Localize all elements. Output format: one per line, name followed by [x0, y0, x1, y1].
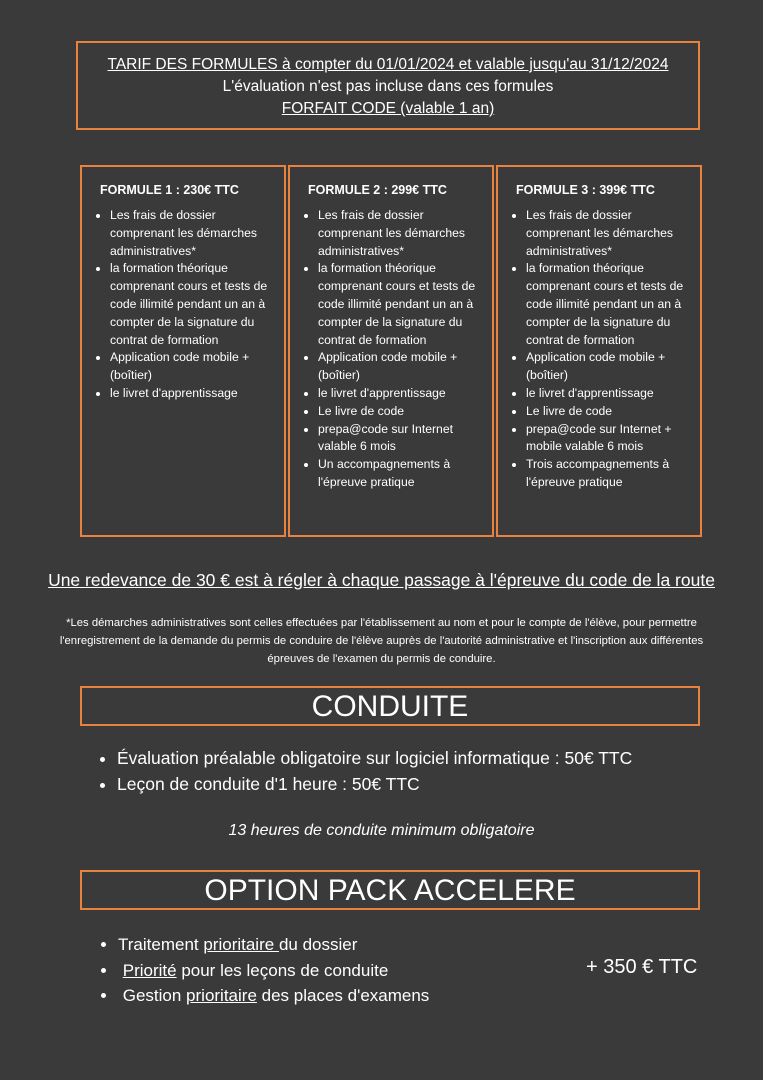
formule-1-title: FORMULE 1 : 230€ TTC [100, 183, 239, 197]
formule-3-card [496, 165, 702, 537]
list-item: • Les frais de dossier comprenant les démarches administratives* [318, 207, 482, 260]
list-item: • Application code mobile + (boîtier) [318, 349, 482, 385]
pack-heading-box [80, 870, 700, 910]
formule-3-list [510, 207, 690, 492]
pack-item-text: Gestion [122, 986, 187, 1005]
pack-title: OPTION PACK ACCELERE [204, 874, 576, 907]
pack-item-emphasis: prioritaire [186, 986, 257, 1005]
list-item: • la formation théorique comprenant cours et tests de code illimité pendant un an à compter de la signature du contrat de formation [526, 260, 690, 349]
list-item: • le livret d'apprentissage [110, 385, 274, 403]
conduite-list [95, 745, 632, 797]
list-item: • Un accompagnements à l'épreuve pratique [318, 456, 482, 492]
list-item: • prepa@code sur Internet + mobile valable 6 mois [526, 421, 690, 457]
pack-item-text: Traitement [118, 935, 204, 954]
formule-3-title: FORMULE 3 : 399€ TTC [516, 183, 655, 197]
conduite-heading-box [80, 686, 700, 726]
list-item: • Évaluation préalable obligatoire sur logiciel informatique : 50€ TTC [117, 745, 632, 771]
pack-item-text: du dossier [278, 935, 358, 954]
list-item: • Trois accompagnements à l'épreuve pratique [526, 456, 690, 492]
list-item: • Le livre de code [318, 403, 482, 421]
pack-list [102, 932, 429, 1009]
redevance-notice: Une redevance de 30 € est à régler à chaque passage à l'épreuve du code de la route [48, 570, 715, 590]
list-item: • Application code mobile + (boîtier) [526, 349, 690, 385]
list-item: • la formation théorique comprenant cours et tests de code illimité pendant un an à compter de la signature du contrat de formation [110, 260, 274, 349]
conduite-title: CONDUITE [311, 690, 469, 723]
pack-item-emphasis: Priorité [122, 960, 177, 980]
minimum-hours-note: 13 heures de conduite minimum obligatoire [228, 822, 535, 839]
tarif-header-box [76, 41, 700, 130]
list-item [118, 958, 429, 984]
list-item: • prepa@code sur Internet valable 6 mois [318, 421, 482, 457]
evaluation-note: L'évaluation n'est pas incluse dans ces formules [222, 78, 554, 95]
list-item: • Le livre de code [526, 403, 690, 421]
pack-item-text: des places d'examens [256, 986, 430, 1005]
list-item: • Les frais de dossier comprenant les démarches administratives* [110, 207, 274, 260]
forfait-code-label: FORFAIT CODE (valable 1 an) [281, 100, 495, 117]
list-item: • Les frais de dossier comprenant les démarches administratives* [526, 207, 690, 260]
pack-price: + 350 € TTC [586, 956, 698, 978]
list-item: • le livret d'apprentissage [526, 385, 690, 403]
formule-2-card [288, 165, 494, 537]
administrative-footnote: *Les démarches administratives sont celles effectuées par l'établissement au nom et pour le compte de l'élève, pour permettre l'enregistrement de la demande du permis de conduire de l'élève auprès de l'autorité administrative et l'inscription aux différentes épreuves de l'examen du permis de conduire. [59, 617, 704, 665]
formule-1-card [80, 165, 286, 537]
pack-item-text: pour les leçons de conduite [176, 960, 389, 980]
formule-1-list [94, 207, 274, 403]
list-item [118, 932, 429, 958]
formule-2-list [302, 207, 482, 492]
pack-item-emphasis: prioritaire [203, 935, 279, 954]
list-item: • Leçon de conduite d'1 heure : 50€ TTC [117, 771, 632, 797]
formule-2-title: FORMULE 2 : 299€ TTC [308, 183, 447, 197]
list-item [118, 983, 429, 1009]
list-item: • le livret d'apprentissage [318, 385, 482, 403]
tarif-title: TARIF DES FORMULES à compter du 01/01/2024 et valable jusqu'au 31/12/2024 [107, 56, 669, 73]
list-item: • la formation théorique comprenant cours et tests de code illimité pendant un an à compter de la signature du contrat de formation [318, 260, 482, 349]
list-item: • Application code mobile + (boîtier) [110, 349, 274, 385]
